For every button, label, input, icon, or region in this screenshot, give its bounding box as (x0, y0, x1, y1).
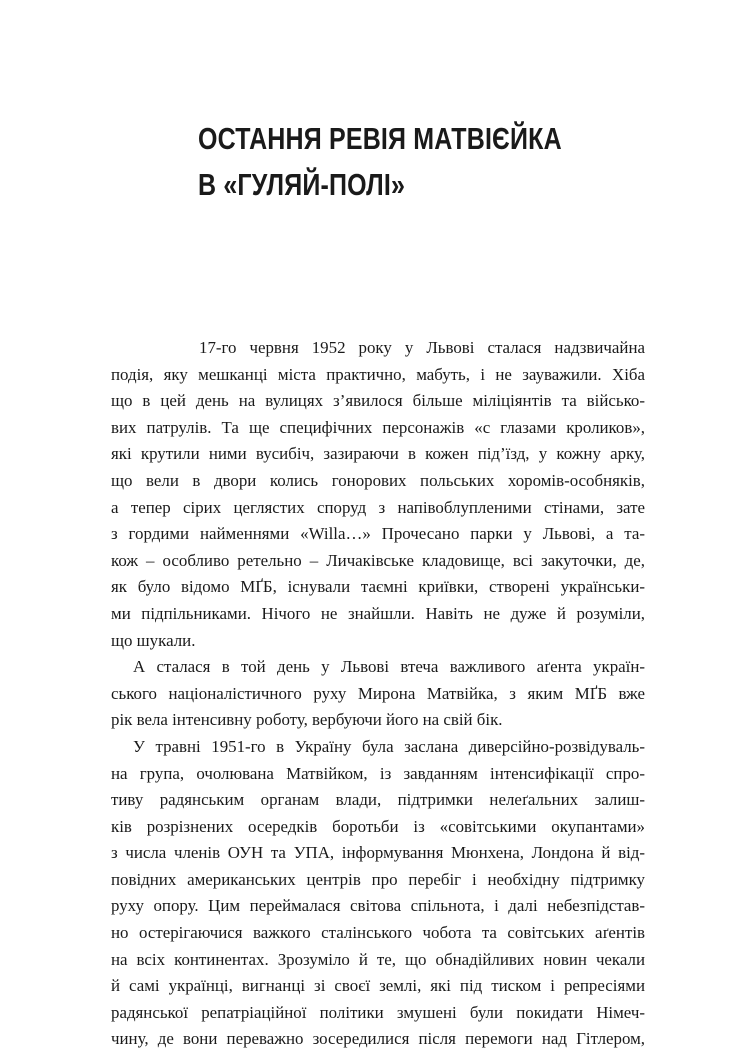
text-line: на всіх континентах. Зрозуміло й те, що обнадійливих новин чекали (111, 949, 645, 969)
text-line: руху опору. Цим переймалася світова спільнота, і далі небезпідстав- (111, 896, 645, 916)
text-line: подія, яку мешканці міста практично, мабуть, і не зауважили. Хіба (111, 364, 645, 384)
paragraph-3 (111, 734, 645, 1053)
text-line: які крутили ними вусибіч, зазираючи в кожен під’їзд, у кожну арку, (111, 444, 645, 464)
text-line: що в цей день на вулицях з’явилося більше міліціянтів та військо- (111, 391, 645, 411)
text-line: радянської репатріаційної політики змушені були покидати Німеч- (111, 1002, 645, 1022)
body-text (111, 335, 645, 1053)
text-line: що вели в двори колись гонорових польських хоромів-особняків, (111, 470, 645, 490)
text-line: на група, очолювана Матвійком, із завданням інтенсифікації спро- (111, 763, 645, 783)
text-line: ків розрізнених осередків боротьби із «совітськими окупантами» (111, 816, 645, 836)
text-line: з числа членів ОУН та УПА, інформування Мюнхена, Лондона й від- (111, 843, 645, 863)
chapter-title-line-2: В «ГУЛЯЙ-ПОЛІ» (198, 168, 406, 202)
text-line: з гордими найменнями «Willa…» Прочесано парки у Львові, а та- (111, 524, 645, 544)
text-line: вих патрулів. Та ще специфічних персонажів «с глазами кроликов», (111, 417, 645, 437)
text-line: ми підпільниками. Нічого не знайшли. Навіть не дуже й розуміли, (111, 603, 645, 623)
text-line: а тепер сірих цеглястих споруд з напівоблупленими стінами, зате (111, 497, 645, 517)
text-line: й самі українці, вигнанці зі своєї землі, які під тиском і репресіями (111, 976, 645, 996)
chapter-title-line-1: ОСТАННЯ РЕВІЯ МАТВІЄЙКА (198, 122, 562, 156)
text-line: тиву радянським органам влади, підтримки нелеґальних залиш- (111, 790, 645, 810)
text-line: 17-го червня 1952 року у Львові сталася надзвичайна (199, 338, 645, 357)
chapter-title (198, 116, 592, 208)
text-line: кож – особливо ретельно – Личаківське кладовище, всі закуточки, де, (111, 550, 645, 570)
text-line: ського націоналістичного руху Мирона Матвійка, з яким МҐБ вже (111, 683, 645, 703)
text-line: рік вела інтенсивну роботу, вербуючи його на свій бік. (111, 710, 503, 730)
text-line: що шукали. (111, 630, 196, 650)
text-line: А сталася в той день у Львові втеча важливого аґента україн- (133, 657, 645, 677)
text-line: но остерігаючися важкого сталінського чобота та совітських аґентів (111, 923, 645, 943)
paragraph-2 (111, 654, 645, 734)
text-line: повідних американських центрів про перебіг і необхідну підтримку (111, 869, 645, 889)
text-line: чину, де вони переважно зосередилися після перемоги над Гітлером, (111, 1029, 645, 1049)
text-line: У травні 1951-го в Україну була заслана диверсійно-розвідуваль- (133, 736, 645, 756)
text-line: як було відомо МҐБ, існували таємні криївки, створені українськи- (111, 577, 645, 597)
paragraph-1 (111, 335, 645, 654)
